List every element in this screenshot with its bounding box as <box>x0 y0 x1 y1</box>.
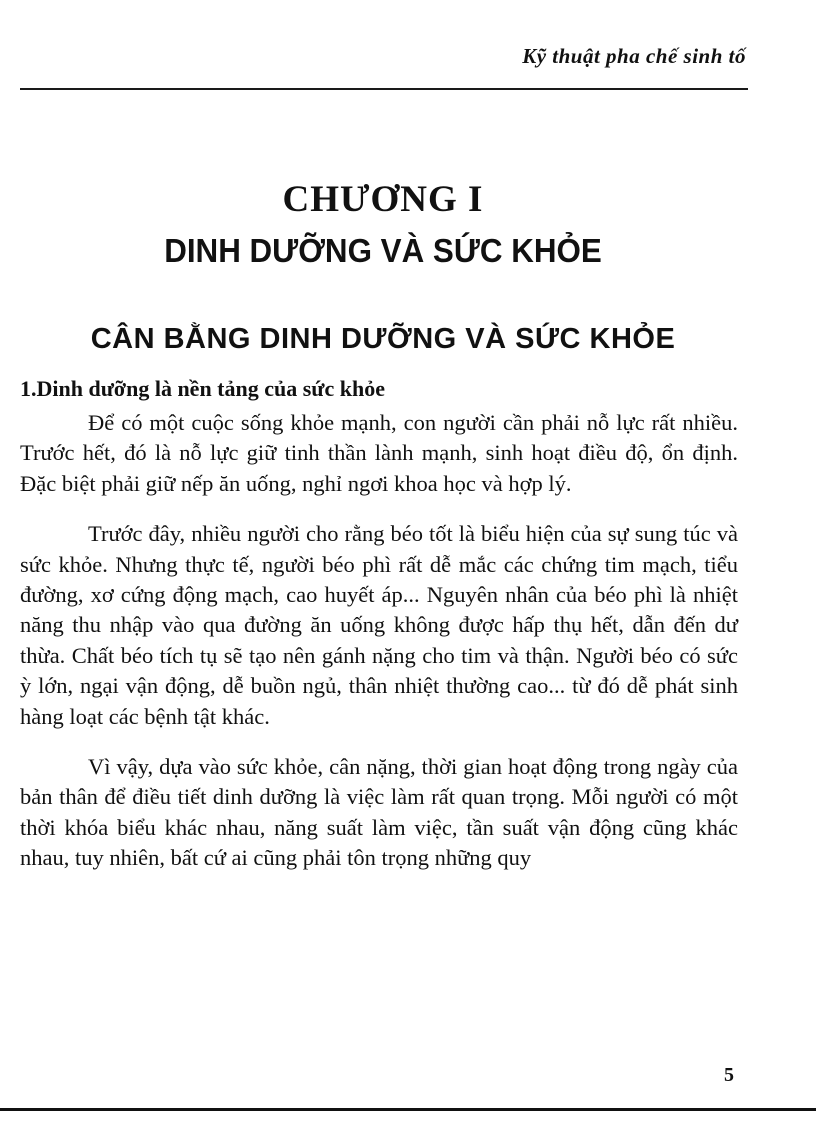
chapter-label: CHƯƠNG I <box>282 179 484 220</box>
paragraph: Vì vậy, dựa vào sức khỏe, cân nặng, thời gian hoạt động trong ngày của bản thân để điều tiết dinh dưỡng là việc làm rất quan trọng. Mỗi người có một thời khóa biểu khác nhau, năng suất làm việc, tần suất vận động cũng khác nhau, tuy nhiên, bất cứ ai cũng phải tôn trọng những quy <box>20 754 738 871</box>
paragraph: Trước đây, nhiều người cho rằng béo tốt là biểu hiện của sự sung túc và sức khỏe. Nhưng thực tế, người béo phì rất dễ mắc các chứng tim mạch, tiểu đường, xơ cứng động mạch, cao huyết áp... Nguyên nhân của béo phì là nhiệt năng thu nhập vào qua đường ăn uống không được hấp thụ hết, dẫn đến dư thừa. Chất béo tích tụ sẽ tạo nên gánh nặng cho tim và thận. Người béo có sức ỳ lớn, ngại vận động, dễ buồn ngủ, thân nhiệt thường cao... từ đó dễ phát sinh hàng loạt các bệnh tật khác. <box>20 521 738 729</box>
subsection-heading: 1.Dinh dưỡng là nền tảng của sức khỏe <box>20 376 385 401</box>
running-header: Kỹ thuật pha chế sinh tố <box>522 44 746 68</box>
paragraph: Để có một cuộc sống khỏe mạnh, con người cần phải nỗ lực rất nhiều. Trước hết, đó là nỗ lực giữ tinh thần lành mạnh, sinh hoạt điều độ, ổn định. Đặc biệt phải giữ nếp ăn uống, nghỉ ngơi khoa học và hợp lý. <box>20 410 738 496</box>
section-title: CÂN BẰNG DINH DƯỠNG VÀ SỨC KHỎE <box>90 323 676 355</box>
footer-rule <box>0 1108 816 1111</box>
chapter-title: DINH DƯỠNG VÀ SỨC KHỎE <box>164 232 602 269</box>
page-number: 5 <box>724 1064 734 1086</box>
body-text <box>20 408 738 894</box>
header-rule <box>20 88 748 90</box>
